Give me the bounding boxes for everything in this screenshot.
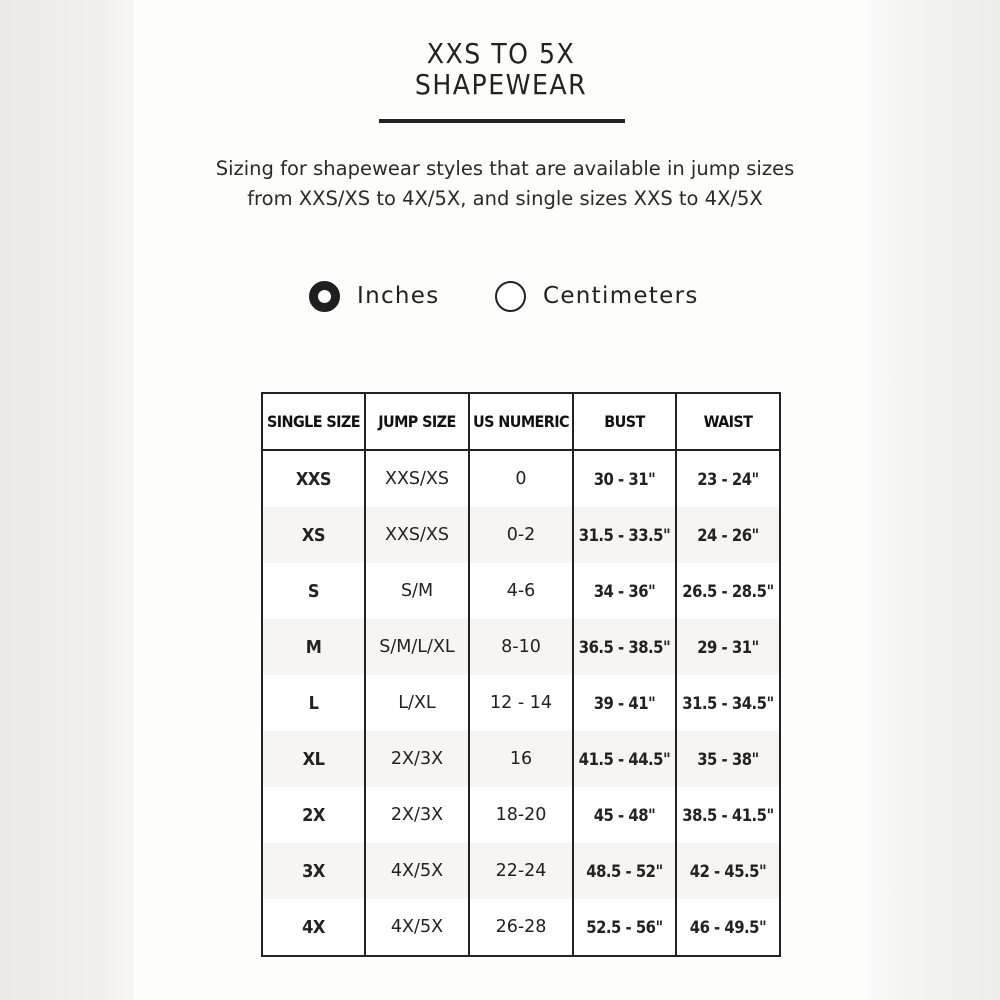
- table-row: [262, 563, 780, 619]
- cell-bust: 36.5 - 38.5": [573, 619, 676, 675]
- cell-bust: 52.5 - 56": [573, 899, 676, 956]
- cell-jump-size: 2X/3X: [365, 731, 469, 787]
- header-bust: BUST: [573, 393, 676, 450]
- sizing-description: Sizing for shapewear styles that are available in jump sizes from XXS/XS to 4X/5X, and single sizes XXS to 4X/5X: [215, 157, 795, 210]
- cell-us-numeric: 4-6: [469, 563, 573, 619]
- inches-radio[interactable]: [309, 281, 340, 312]
- cell-waist: 23 - 24": [676, 450, 780, 507]
- cell-us-numeric: 16: [469, 731, 573, 787]
- centimeters-label: Centimeters: [543, 283, 699, 309]
- cell-us-numeric: 12 - 14: [469, 675, 573, 731]
- cell-single-size: L: [262, 675, 365, 731]
- cell-waist: 38.5 - 41.5": [676, 787, 780, 843]
- table-row: [262, 843, 780, 899]
- cell-bust: 48.5 - 52": [573, 843, 676, 899]
- title-divider: [379, 119, 625, 123]
- header-waist: WAIST: [676, 393, 780, 450]
- cell-single-size: XL: [262, 731, 365, 787]
- unit-option-inches[interactable]: [309, 276, 440, 316]
- cell-bust: 34 - 36": [573, 563, 676, 619]
- cell-waist: 29 - 31": [676, 619, 780, 675]
- header-us-numeric: US NUMERIC: [469, 393, 573, 450]
- cell-waist: 24 - 26": [676, 507, 780, 563]
- table-row: [262, 507, 780, 563]
- right-backdrop: [868, 0, 1000, 1000]
- cell-single-size: S: [262, 563, 365, 619]
- table-row: [262, 619, 780, 675]
- cell-single-size: XS: [262, 507, 365, 563]
- cell-bust: 45 - 48": [573, 787, 676, 843]
- cell-jump-size: L/XL: [365, 675, 469, 731]
- table-row: [262, 675, 780, 731]
- cell-single-size: 2X: [262, 787, 365, 843]
- cell-us-numeric: 0-2: [469, 507, 573, 563]
- size-chart-table: [261, 392, 781, 957]
- cell-waist: 35 - 38": [676, 731, 780, 787]
- cell-bust: 41.5 - 44.5": [573, 731, 676, 787]
- cell-waist: 31.5 - 34.5": [676, 675, 780, 731]
- table-row: [262, 899, 780, 956]
- cell-jump-size: 2X/3X: [365, 787, 469, 843]
- left-backdrop: [0, 0, 134, 1000]
- header-jump-size: JUMP SIZE: [365, 393, 469, 450]
- cell-waist: 42 - 45.5": [676, 843, 780, 899]
- cell-single-size: XXS: [262, 450, 365, 507]
- title-line-1: XXS TO 5X: [426, 37, 576, 70]
- cell-us-numeric: 0: [469, 450, 573, 507]
- cell-us-numeric: 22-24: [469, 843, 573, 899]
- cell-jump-size: XXS/XS: [365, 450, 469, 507]
- inches-label: Inches: [357, 283, 440, 309]
- page-title: [134, 38, 868, 100]
- table-row: [262, 787, 780, 843]
- table-row: [262, 450, 780, 507]
- cell-jump-size: 4X/5X: [365, 843, 469, 899]
- header-single-size: SINGLE SIZE: [262, 393, 365, 450]
- cell-us-numeric: 18-20: [469, 787, 573, 843]
- cell-bust: 39 - 41": [573, 675, 676, 731]
- cell-jump-size: 4X/5X: [365, 899, 469, 956]
- cell-bust: 31.5 - 33.5": [573, 507, 676, 563]
- cell-single-size: M: [262, 619, 365, 675]
- cell-us-numeric: 8-10: [469, 619, 573, 675]
- cell-bust: 30 - 31": [573, 450, 676, 507]
- centimeters-radio[interactable]: [495, 281, 526, 312]
- cell-jump-size: XXS/XS: [365, 507, 469, 563]
- cell-single-size: 4X: [262, 899, 365, 956]
- cell-waist: 46 - 49.5": [676, 899, 780, 956]
- unit-option-centimeters[interactable]: [495, 276, 699, 316]
- cell-waist: 26.5 - 28.5": [676, 563, 780, 619]
- cell-us-numeric: 26-28: [469, 899, 573, 956]
- table-row: [262, 731, 780, 787]
- cell-single-size: 3X: [262, 843, 365, 899]
- cell-jump-size: S/M: [365, 563, 469, 619]
- title-line-2: SHAPEWEAR: [414, 68, 588, 101]
- table-header-row: [262, 393, 780, 450]
- cell-jump-size: S/M/L/XL: [365, 619, 469, 675]
